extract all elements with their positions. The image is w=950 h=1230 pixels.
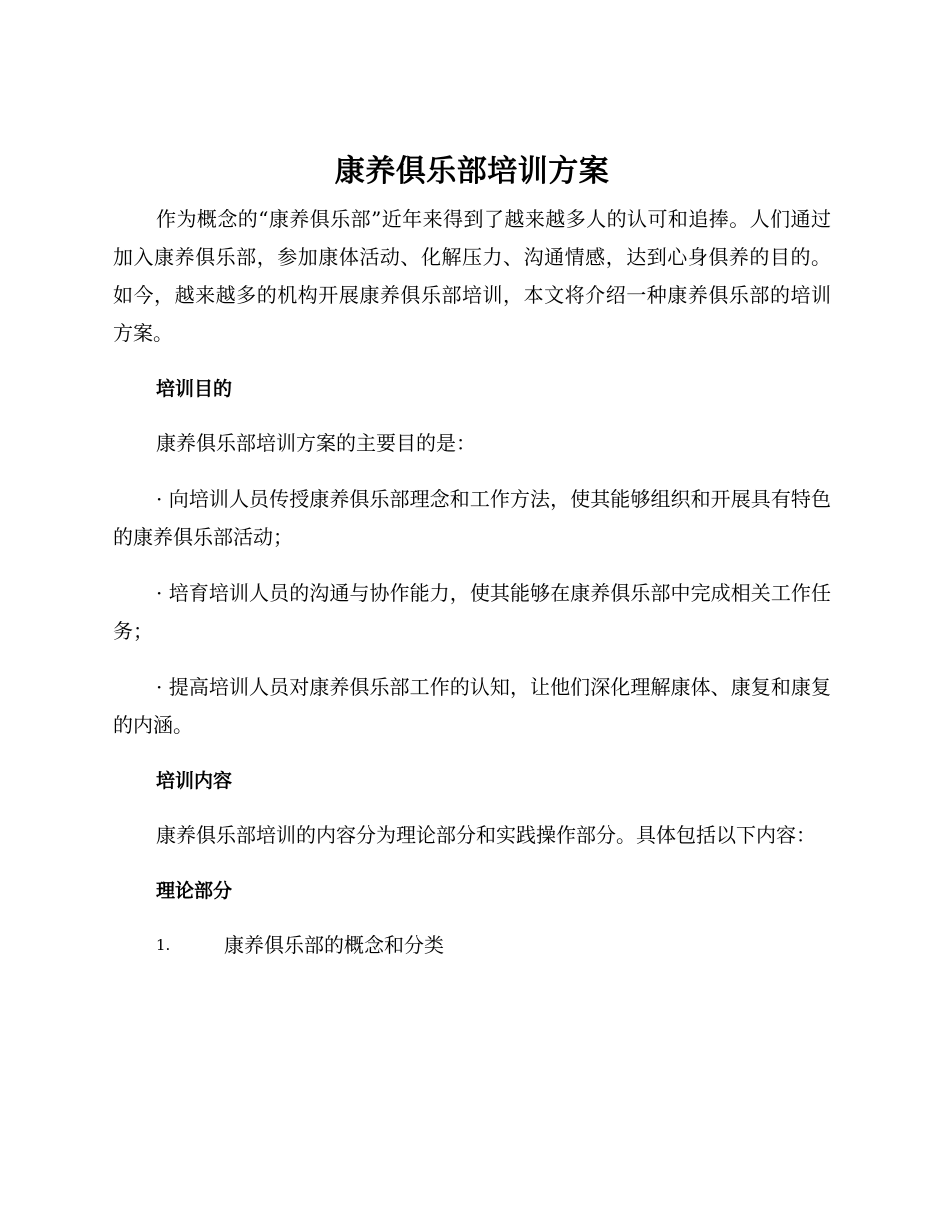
document-body xyxy=(113,148,831,964)
purpose-lead-paragraph: 康养俱乐部培训方案的主要目的是： xyxy=(156,431,476,455)
list-item-text: 康养俱乐部的概念和分类 xyxy=(224,933,444,957)
list-item-number: 1. xyxy=(156,936,171,954)
numbered-list-item xyxy=(113,926,831,964)
intro-paragraph: 作为概念的“康养俱乐部”近年来得到了越来越多人的认可和追捧。人们通过加入康养俱乐部，参加康体活动、化解压力、沟通情感，达到心身俱养的目的。如今，越来越多的机构开展康养俱乐部培训，本文将介绍一种康养俱乐部的培训方案。 xyxy=(113,207,831,345)
section-heading-theory: 理论部分 xyxy=(156,880,233,902)
section-heading-content: 培训内容 xyxy=(156,770,233,792)
bullet-item: · 提高培训人员对康养俱乐部工作的认知，让他们深化理解康体、康复和康复的内涵。 xyxy=(113,675,831,737)
bullet-item: · 培育培训人员的沟通与协作能力，使其能够在康养俱乐部中完成相关工作任务； xyxy=(113,581,831,643)
bullet-item: · 向培训人员传授康养俱乐部理念和工作方法，使其能够组织和开展具有特色的康养俱乐部活动； xyxy=(113,487,831,549)
section-heading-purpose: 培训目的 xyxy=(156,378,233,400)
document-title: 康养俱乐部培训方案 xyxy=(334,154,610,189)
content-lead-paragraph: 康养俱乐部培训的内容分为理论部分和实践操作部分。具体包括以下内容： xyxy=(156,823,816,847)
